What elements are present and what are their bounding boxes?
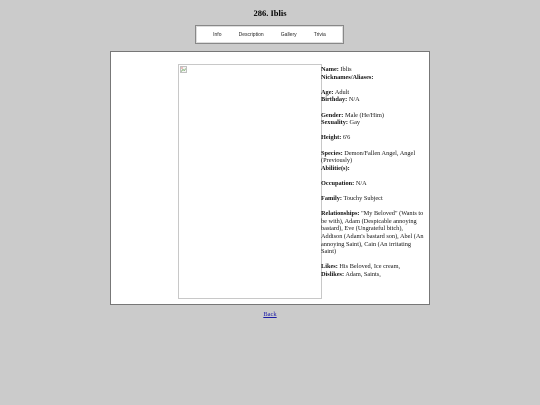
character-image xyxy=(178,64,322,299)
age-row: Age: Adult xyxy=(321,88,350,96)
page-title: 286. Iblis xyxy=(253,8,287,18)
birthday-value: N/A xyxy=(348,96,360,104)
dislikes-value: Adam, Saints, xyxy=(345,271,381,279)
likes-value: His Beloved, Ice cream, xyxy=(339,263,401,271)
relationships-value: "My Beloved" (Wants to be with), Adam (Despicable annoying bastard), Eve (Ungrateful bitch), Addison (Adam's bastard son), Abel (An annoying Saint), Cain (An irritating Saint) xyxy=(321,210,424,256)
height-value: 6'6 xyxy=(342,134,351,142)
birthday-row: Birthday: N/A xyxy=(321,96,360,104)
profile-info xyxy=(321,66,425,279)
relationships-row: Relationships: "My Beloved" (Wants to be with), Adam (Despicable annoying bastard), Eve (Ungrateful bitch), Addison (Adam's bastard son), Abel (An annoying Saint), Cain (An irritating Saint) xyxy=(321,210,424,256)
tab-trivia[interactable]: Trivia xyxy=(313,31,326,38)
back-link[interactable]: Back xyxy=(263,311,277,318)
occupation-value: N/A xyxy=(355,179,367,187)
sexuality-row: Sexuality: Gay xyxy=(321,119,361,127)
tab-info[interactable]: Info xyxy=(213,31,222,38)
family-row: Family: Touchy Subject xyxy=(321,195,383,203)
broken-image-icon xyxy=(180,66,187,73)
tab-gallery[interactable]: Gallery xyxy=(280,31,297,38)
sexuality-value: Gay xyxy=(349,119,361,127)
family-value: Touchy Subject xyxy=(343,195,383,203)
gender-row: Gender: Male (He/Him) xyxy=(321,111,384,119)
height-row: Height: 6'6 xyxy=(321,134,351,142)
tab-description[interactable]: Description xyxy=(238,31,264,38)
nicknames-row: Nicknames/Aliases: xyxy=(321,73,374,81)
abilities-row: Abilitie(s): xyxy=(321,164,350,172)
name-value: Iblis xyxy=(340,66,352,73)
back-container xyxy=(0,311,540,318)
species-row: Species: Demon/Fallen Angel, Angel (Previously) xyxy=(321,149,416,165)
occupation-row: Occupation: N/A xyxy=(321,179,367,187)
likes-row: Likes: His Beloved, Ice cream, xyxy=(321,263,401,271)
species-value: Demon/Fallen Angel, Angel (Previously) xyxy=(321,149,416,165)
gender-value: Male (He/Him) xyxy=(344,111,384,119)
tab-bar xyxy=(195,25,344,44)
dislikes-row: Dislikes: Adam, Saints, xyxy=(321,271,381,279)
age-value: Adult xyxy=(334,88,350,96)
profile-panel xyxy=(110,51,430,305)
name-row: Name: Iblis xyxy=(321,66,352,73)
